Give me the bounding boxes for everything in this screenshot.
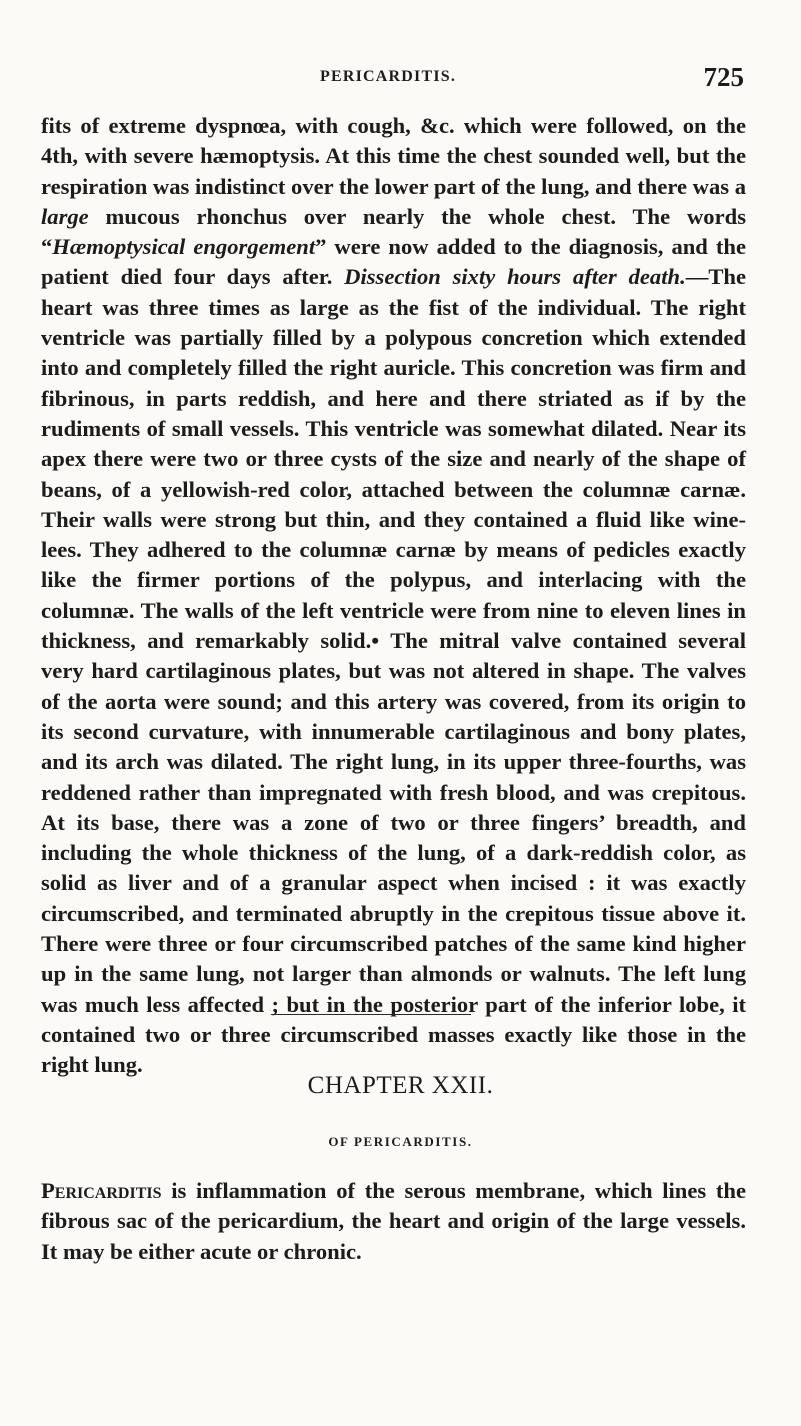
chapter-opening-text bbox=[41, 1176, 746, 1267]
text-run: fits of extreme dyspnœa, with cough, &c. which were followed, on the 4th, with severe hæmoptysis. At this time the chest sounded well, but the respiration was indistinct over the lower part of the lung, and there was a bbox=[41, 113, 747, 199]
chapter-title: CHAPTER XXII. bbox=[307, 1072, 494, 1099]
running-head bbox=[44, 62, 744, 98]
text-run: ” were now added to the diagnosis, and the patient died four days after. bbox=[41, 234, 746, 290]
text-run: is inflammation of the serous membrane, which lines the fibrous sac of the pericardium, the heart and origin of the large vessels. It may be either acute or chronic. bbox=[41, 1178, 746, 1264]
italic-word-large: large bbox=[41, 203, 89, 229]
dissection-heading: Dissection sixty hours after death. bbox=[344, 264, 686, 290]
running-title: PERICARDITIS. bbox=[320, 68, 457, 85]
case-paragraph bbox=[41, 111, 746, 1081]
text-run: —The heart was three times as large as the fist of the individual. The right ventricle was partially filled by a polypous concretion which extended into and completely filled the right auricle. This concretion was firm and fibrinous, in parts reddish, and here and there striated as if by the rudiments of small vessels. This ventricle was somewhat dilated. Near its apex there were two or three cysts of the size and nearly of the shape of beans, of a yellowish-red color, attached between the columnæ carnæ. Their walls were strong but thin, and they contained a fluid like wine-lees. They adhered to the columnæ carnæ by means of pedicles exactly like the firmer portions of the polypus, and interlacing with the columnæ. The walls of the left ventricle were from nine to eleven lines in thickness, and remarkably solid.• The mitral valve contained several very hard cartilaginous plates, but was not altered in shape. The valves of the aorta were sound; and this artery was covered, from its origin to its second curvature, with innumerable cartilaginous and bony plates, and its arch was dilated. The right lung, in its upper three-fourths, was reddened rather than impregnated with fresh blood, and was crepitous. At its base, there was a zone of two or three fingers’ breadth, and including the whole thickness of the lung, of a dark-reddish color, as solid as liver and of a granular aspect when incised : it was exactly circumscribed, and terminated abruptly in the crepitous tissue above it. There were three or four circumscribed patches of the same kind higher up in the same lung, not larger than almonds or walnuts. The left lung was much less affected ; but in the posterior part of the inferior lobe, it contained two or three circumscribed masses exactly like those in the right lung. bbox=[41, 264, 746, 1078]
chapter-paragraph bbox=[41, 1176, 746, 1267]
text-run: mucous rhonchus over nearly the whole chest. The words “ bbox=[41, 203, 746, 260]
section-divider bbox=[271, 1014, 471, 1015]
lead-word: Pericarditis bbox=[41, 1178, 162, 1203]
page-number: 725 bbox=[703, 62, 744, 92]
case-report-text bbox=[41, 111, 746, 1081]
chapter-subtitle: OF PERICARDITIS. bbox=[328, 1134, 473, 1149]
italic-term-diagnosis: Hæmoptysical engorgement bbox=[52, 234, 316, 260]
